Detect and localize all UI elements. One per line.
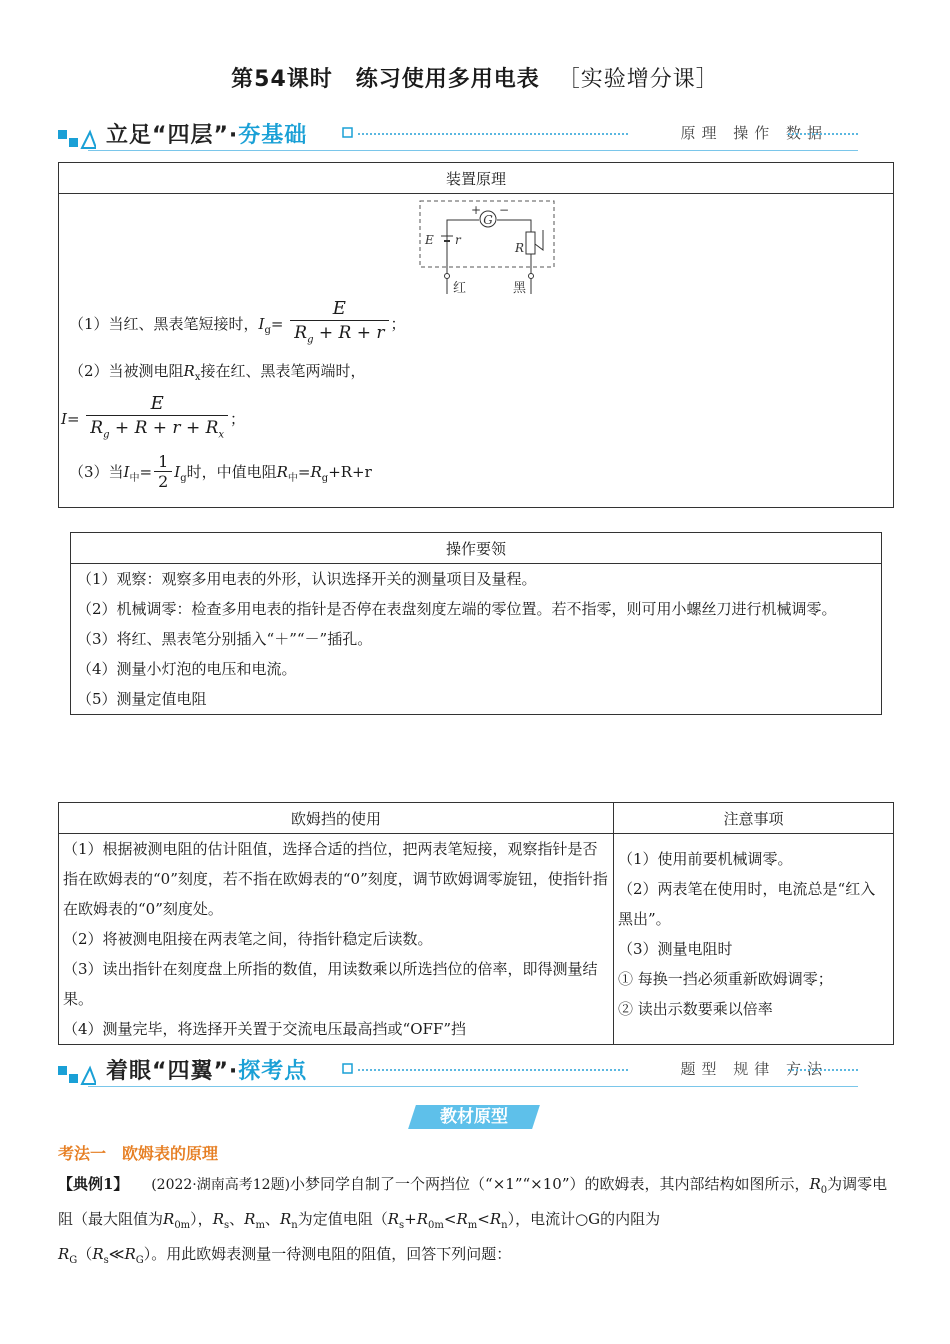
principle-table [58, 162, 894, 508]
banner-bullet-icon [342, 1063, 354, 1075]
banner-logo-icon [58, 1056, 96, 1086]
svg-text:黑: 黑 [513, 281, 527, 296]
svg-text:R: R [515, 241, 525, 255]
formula-measured: $\frac{E}{R_g + R + r + R_x}$ [86, 393, 228, 447]
operation-item: （3）将红、黑表笔分别插入“＋”“－”插孔。 [77, 630, 373, 648]
principle-body [59, 194, 894, 508]
operation-item: （5）测量定值电阻 [77, 690, 207, 708]
section-banner-foundation: 立足“四层”·夯基础 原理 操作 数据 [58, 116, 858, 152]
section-banner-exam: 着眼“四翼”·探考点 题型 规律 方法 [58, 1052, 858, 1088]
notes-body: （1）使用前要机械调零。 （2）两表笔在使用时，电流总是“红入黑出”。 （3）测量电阻时 ① 每换一挡必须重新欧姆调零； ② 读出示数要乘以倍率 [614, 834, 894, 1045]
ohmmeter-circuit-diagram [419, 200, 555, 298]
formula-short-circuit: $\frac{E}{R_g + R + r}$ [290, 298, 388, 352]
formula-half: $\frac{1}{2}$ [154, 453, 172, 492]
example-source: (2022·湖南高考12题) [151, 1177, 291, 1193]
operation-item: （1）观察：观察多用电表的外形，认识选择开关的测量项目及量程。 [77, 570, 537, 588]
banner-bullet-icon [342, 127, 354, 139]
banner-dotted-line [358, 1069, 628, 1071]
page-title: 第54课时 练习使用多用电表 ［实验增分课］ [231, 67, 719, 92]
operation-item: （4）测量小灯泡的电压和电流。 [77, 660, 297, 678]
example-label: 【典例1】 [58, 1175, 129, 1193]
banner-underline [88, 150, 858, 151]
svg-text:E: E [425, 233, 434, 247]
section-pill: 教材原型 [408, 1105, 540, 1129]
example-paragraph: 【典例1】 (2022·湖南高考12题)小梦同学自制了一个两挡位（“×1”“×10”）的欧姆表，其内部结构如图所示，$R_0$为调零电阻（最大阻值为$R_{0m}$），$R_s$、$R_m$、$R_n$为定值电阻$(R_s+R_{0m}<R_m<R_n)$，电流计○G的内阻为 $R_G(R_s≪R_G)$。用此欧姆表测量一待测电阻的阻值，回答下列问题： [58, 1175, 888, 1266]
banner-underline [88, 1086, 858, 1087]
svg-text:−: − [499, 203, 510, 217]
method-heading: 考法一 欧姆表的原理 [58, 1144, 219, 1163]
principle-line-2b: I= $\frac{E}{R_g + R + r + R_x}$ ； [61, 393, 883, 447]
svg-text:红: 红 [453, 281, 467, 296]
principle-line-1: （1）当红、黑表笔短接时，$I_g=$ $\frac{E}{R_g + R + r}$ ； [69, 298, 883, 356]
banner-dotted-line [358, 133, 628, 135]
operation-body [71, 564, 882, 715]
ohm-usage-body: （1）根据被测电阻的估计阻值，选择合适的挡位，把两表笔短接，观察指针是否指在欧姆表的“0”刻度，若不指在欧姆表的“0”刻度，调节欧姆调零旋钮，使指针指在欧姆表的“0”刻度处。 （2）将被测电阻接在两表笔之间，待指针稳定后读数。 （3）读出指针在刻度盘上所指的数值，用读数乘以所选挡位的倍率，即得测量结果。 （4）测量完毕，将选择开关置于交流电压最高挡或“OFF”挡 [59, 834, 614, 1045]
galvanometer-label: G [483, 213, 493, 227]
operation-table [70, 532, 882, 715]
banner-logo-icon [58, 120, 96, 150]
principle-line-2: （2）当被测电阻$R_x$接在红、黑表笔两端时， [69, 362, 366, 384]
ohm-usage-header: 欧姆挡的使用 [59, 803, 614, 834]
svg-text:+: + [471, 203, 482, 217]
principle-line-3: （3）当$I_中=$ $\frac{1}{2}$ $I_g$时，中值电阻$R_中=R_g+R+r$ [69, 452, 372, 492]
principle-header: 装置原理 [59, 163, 894, 194]
ohm-usage-table [58, 802, 894, 1045]
operation-header: 操作要领 [71, 533, 882, 564]
notes-header: 注意事项 [614, 803, 894, 834]
svg-text:r: r [455, 233, 461, 247]
operation-item: （2）机械调零：检查多用电表的指针是否停在表盘刻度左端的零位置。若不指零，则可用小螺丝刀进行机械调零。 [77, 600, 837, 618]
